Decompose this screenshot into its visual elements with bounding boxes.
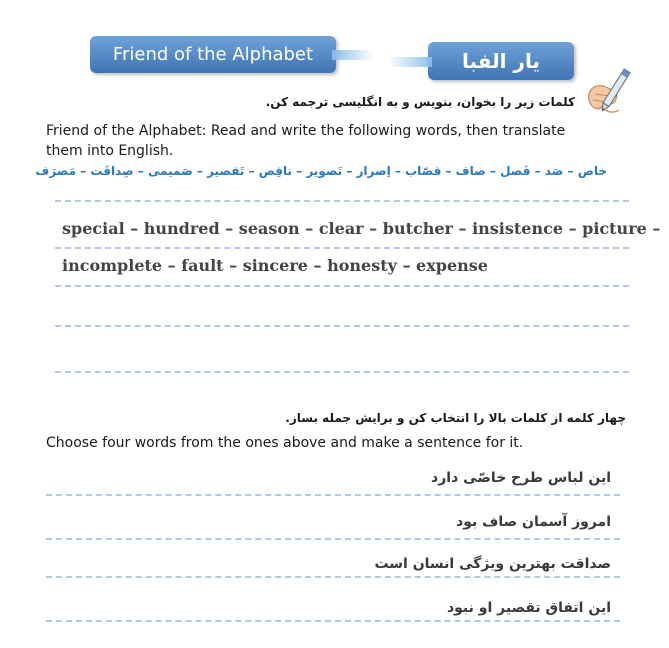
writing-line bbox=[55, 325, 629, 327]
section2-instruction-persian: چهار کلمه از کلمات بالا را انتخاب کن و برایش جمله بساز. bbox=[285, 411, 626, 425]
persian-word-list: خاص – صَد – فَصل – صاف – قصّاب – اِصرار – تَصویر – ناقِص – تَقصیر – صَمیمی – صِداقَت – مَصرَف bbox=[35, 164, 607, 178]
title-banner-persian: یار الفبا bbox=[428, 42, 574, 80]
sentence-answer-4: این اتفاق تقصیر او نبود bbox=[446, 600, 611, 616]
sentence-answer-1: این لباس طرح خاصّی دارد bbox=[431, 470, 611, 486]
writing-line bbox=[55, 371, 629, 373]
title-banner-english: Friend of the Alphabet bbox=[90, 36, 336, 73]
section1-instruction-english-line1: Friend of the Alphabet: Read and write the following words, then translate bbox=[46, 123, 566, 139]
writing-line bbox=[46, 576, 620, 578]
section1-instruction-persian: کلمات زیر را بخوان، بنویس و به انگلیسی ترجمه کن. bbox=[265, 95, 575, 109]
writing-line bbox=[55, 285, 629, 287]
hand-writing-pencil-icon bbox=[583, 60, 639, 122]
writing-line bbox=[55, 247, 629, 249]
section1-instruction-english bbox=[46, 121, 586, 161]
writing-line bbox=[55, 200, 629, 202]
section2-instruction-english: Choose four words from the ones above and make a sentence for it. bbox=[46, 435, 524, 451]
writing-line bbox=[46, 494, 620, 496]
writing-line bbox=[46, 538, 620, 540]
sentence-answer-3: صداقت بهترین ویژگی انسان است bbox=[374, 556, 611, 572]
answer-translation-line1: special – hundred – season – clear – butcher – insistence – picture – bbox=[62, 219, 661, 238]
sentence-answer-2: امروز آسمان صاف بود bbox=[456, 514, 611, 530]
answer-translation-line2: incomplete – fault – sincere – honesty – expense bbox=[62, 256, 488, 275]
writing-line bbox=[46, 620, 620, 622]
section1-instruction-english-line2: them into English. bbox=[46, 143, 174, 159]
